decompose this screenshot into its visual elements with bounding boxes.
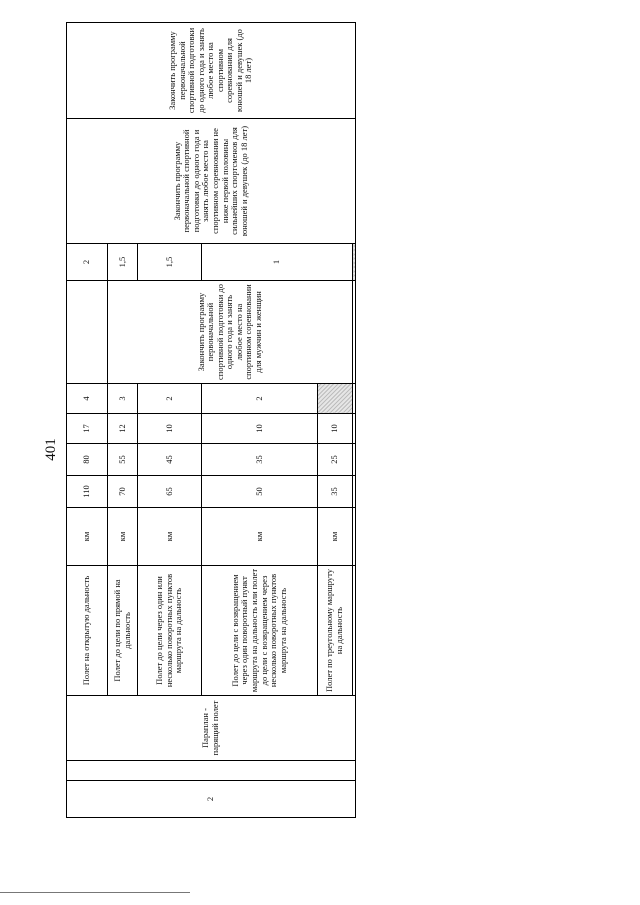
discipline-name: Полет до цели с возвращением через один поворотный пункт маршрута на дальность или полет до цели с возвращением через несколько поворотных пунктов маршрута на дальность <box>202 566 318 696</box>
empty-cell <box>67 761 356 781</box>
empty-cell <box>353 508 356 566</box>
discipline-name: Полет по треугольному маршруту на дальность <box>318 566 353 696</box>
value-cell: 55 <box>108 444 138 476</box>
unit-cell: км <box>202 508 318 566</box>
unit-cell: км <box>138 508 202 566</box>
hatched-cell <box>318 384 353 414</box>
value-cell: 1,5 <box>138 244 202 281</box>
empty-cell <box>353 566 356 696</box>
value-cell: 65 <box>138 476 202 508</box>
value-cell: 25 <box>318 444 353 476</box>
section-number: 2 <box>67 781 356 818</box>
value-cell: 2 <box>202 384 318 414</box>
footer-rule <box>0 892 190 893</box>
value-cell: 3 <box>108 384 138 414</box>
discipline-name: Полет до цели через один или несколько поворотных пунктов маршрута на дальность <box>138 566 202 696</box>
value-cell: 10 <box>202 414 318 444</box>
page-number: 401 <box>42 438 59 461</box>
discipline-name: Полет на открытую дальность <box>67 566 108 696</box>
value-cell: 10 <box>138 414 202 444</box>
value-cell: 45 <box>138 444 202 476</box>
value-cell: 80 <box>67 444 108 476</box>
value-cell: 2 <box>138 384 202 414</box>
value-cell: 17 <box>67 414 108 444</box>
value-cell: 4 <box>67 384 108 414</box>
unit-cell: км <box>108 508 138 566</box>
hatched-cell <box>353 244 356 281</box>
value-cell: 2 <box>67 244 108 281</box>
rotated-table-wrapper <box>66 27 354 818</box>
value-cell: 1,5 <box>108 244 138 281</box>
value-cell: 35 <box>318 476 353 508</box>
empty-cell <box>353 444 356 476</box>
empty-cell <box>353 384 356 414</box>
discipline-name: Полет до цели по прямой на дальность <box>108 566 138 696</box>
empty-cell <box>353 476 356 508</box>
table-row <box>67 23 108 818</box>
value-cell: 10 <box>318 414 353 444</box>
value-cell: 1 <box>202 244 353 281</box>
value-cell: 110 <box>67 476 108 508</box>
value-cell: 35 <box>202 444 318 476</box>
value-cell: 70 <box>108 476 138 508</box>
empty-cell <box>353 414 356 444</box>
condition-men-women: Закончить программу первоначальной спортивной подготовки до одного года и занять любое место на спортивном соревновании для мужчин и женщин <box>108 281 353 384</box>
condition-youth-half: Закончить программу первоначальной спортивной подготовки до одного года и занять любое место на спортивном соревновании не ниже первой половины сильнейших спортсменов для юношей и девушек (до 18 лет) <box>67 119 356 244</box>
empty-cell <box>353 281 356 384</box>
section-name: Параплан - парящий полет <box>67 696 356 761</box>
standards-table <box>66 22 356 818</box>
value-cell: 50 <box>202 476 318 508</box>
unit-cell: км <box>67 508 108 566</box>
condition-youth-any: Закончить программу первоначальной спортивной подготовки до одного года и занять любое место на спортивном соревновании для юношей и девушек (до 18 лет) <box>67 23 356 119</box>
empty-cell <box>67 281 108 384</box>
value-cell: 12 <box>108 414 138 444</box>
unit-cell: км <box>318 508 353 566</box>
